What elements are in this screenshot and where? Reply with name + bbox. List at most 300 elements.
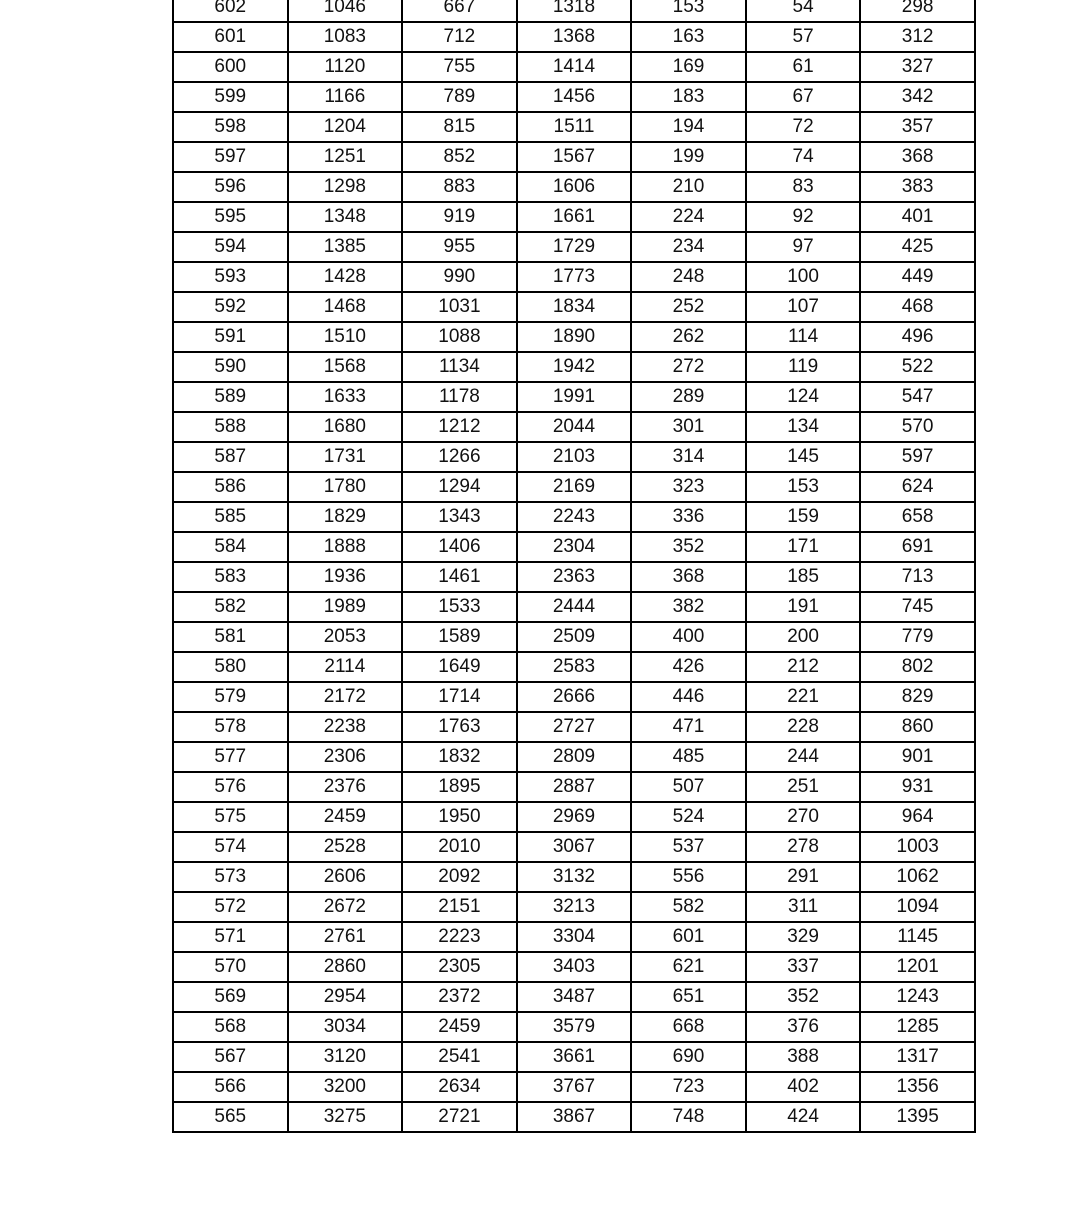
table-cell: 163: [631, 22, 746, 52]
table-cell: 1729: [517, 232, 632, 262]
table-cell: 244: [746, 742, 861, 772]
table-row: [173, 712, 975, 742]
table-cell: 159: [746, 502, 861, 532]
table-cell: 221: [746, 682, 861, 712]
table-cell: 425: [860, 232, 975, 262]
table-cell: 2954: [288, 982, 403, 1012]
table-cell: 1589: [402, 622, 517, 652]
table-cell: 567: [173, 1042, 288, 1072]
table-cell: 507: [631, 772, 746, 802]
table-cell: 327: [860, 52, 975, 82]
table-cell: 1468: [288, 292, 403, 322]
table-cell: 1780: [288, 472, 403, 502]
table-cell: 3304: [517, 922, 632, 952]
table-cell: 1533: [402, 592, 517, 622]
table-cell: 691: [860, 532, 975, 562]
table-cell: 228: [746, 712, 861, 742]
table-cell: 964: [860, 802, 975, 832]
table-cell: 1166: [288, 82, 403, 112]
table-cell: 597: [173, 142, 288, 172]
table-cell: 224: [631, 202, 746, 232]
table-cell: 1456: [517, 82, 632, 112]
table-cell: 272: [631, 352, 746, 382]
table-cell: 2727: [517, 712, 632, 742]
table-cell: 582: [631, 892, 746, 922]
table-cell: 3275: [288, 1102, 403, 1132]
table-cell: 1890: [517, 322, 632, 352]
table-cell: 2376: [288, 772, 403, 802]
table-cell: 1888: [288, 532, 403, 562]
table-cell: 368: [860, 142, 975, 172]
table-cell: 723: [631, 1072, 746, 1102]
table-cell: 2114: [288, 652, 403, 682]
table-cell: 1773: [517, 262, 632, 292]
table-cell: 1649: [402, 652, 517, 682]
table-cell: 342: [860, 82, 975, 112]
table-cell: 2372: [402, 982, 517, 1012]
table-cell: 1348: [288, 202, 403, 232]
table-cell: 1661: [517, 202, 632, 232]
table-cell: 584: [173, 532, 288, 562]
table-cell: 570: [173, 952, 288, 982]
table-cell: 712: [402, 22, 517, 52]
table-cell: 602: [173, 0, 288, 22]
table-cell: 595: [173, 202, 288, 232]
table-cell: 574: [173, 832, 288, 862]
table-cell: 449: [860, 262, 975, 292]
table-cell: 153: [746, 472, 861, 502]
table-cell: 588: [173, 412, 288, 442]
table-cell: 3867: [517, 1102, 632, 1132]
table-cell: 2044: [517, 412, 632, 442]
table-row: [173, 0, 975, 22]
table-cell: 571: [173, 922, 288, 952]
table-row: [173, 412, 975, 442]
table-row: [173, 1012, 975, 1042]
table-cell: 169: [631, 52, 746, 82]
table-cell: 582: [173, 592, 288, 622]
table-cell: 400: [631, 622, 746, 652]
table-cell: 2243: [517, 502, 632, 532]
table-cell: 185: [746, 562, 861, 592]
table-cell: 748: [631, 1102, 746, 1132]
table-cell: 3579: [517, 1012, 632, 1042]
table-cell: 1204: [288, 112, 403, 142]
table-cell: 955: [402, 232, 517, 262]
table-cell: 2363: [517, 562, 632, 592]
table-cell: 3661: [517, 1042, 632, 1072]
table-cell: 1266: [402, 442, 517, 472]
table-cell: 570: [860, 412, 975, 442]
table-cell: 2103: [517, 442, 632, 472]
table-row: [173, 562, 975, 592]
table-cell: 802: [860, 652, 975, 682]
table-row: [173, 202, 975, 232]
table-cell: 601: [173, 22, 288, 52]
table-row: [173, 682, 975, 712]
table-cell: 598: [173, 112, 288, 142]
table-row: [173, 112, 975, 142]
table-cell: 426: [631, 652, 746, 682]
table-cell: 860: [860, 712, 975, 742]
table-cell: 401: [860, 202, 975, 232]
table-cell: 83: [746, 172, 861, 202]
table-cell: 990: [402, 262, 517, 292]
table-cell: 1834: [517, 292, 632, 322]
table-cell: 579: [173, 682, 288, 712]
table-cell: 575: [173, 802, 288, 832]
table-row: [173, 502, 975, 532]
table-cell: 600: [173, 52, 288, 82]
table-cell: 368: [631, 562, 746, 592]
table-cell: 1633: [288, 382, 403, 412]
table-row: [173, 832, 975, 862]
table-cell: 1212: [402, 412, 517, 442]
table-row: [173, 622, 975, 652]
table-cell: 485: [631, 742, 746, 772]
table-cell: 1461: [402, 562, 517, 592]
table-cell: 3132: [517, 862, 632, 892]
table-cell: 1950: [402, 802, 517, 832]
table-cell: 1942: [517, 352, 632, 382]
table-cell: 2010: [402, 832, 517, 862]
table-cell: 713: [860, 562, 975, 592]
table-cell: 1763: [402, 712, 517, 742]
table-cell: 107: [746, 292, 861, 322]
table-cell: 2721: [402, 1102, 517, 1132]
table-cell: 931: [860, 772, 975, 802]
table-cell: 1989: [288, 592, 403, 622]
table-cell: 124: [746, 382, 861, 412]
table-row: [173, 82, 975, 112]
table-cell: 1088: [402, 322, 517, 352]
table-cell: 3034: [288, 1012, 403, 1042]
table-cell: 1606: [517, 172, 632, 202]
table-cell: 2887: [517, 772, 632, 802]
table-row: [173, 262, 975, 292]
table-cell: 2444: [517, 592, 632, 622]
table-cell: 171: [746, 532, 861, 562]
table-cell: 1062: [860, 862, 975, 892]
table-cell: 569: [173, 982, 288, 1012]
table-cell: 593: [173, 262, 288, 292]
table-row: [173, 292, 975, 322]
table-cell: 199: [631, 142, 746, 172]
table-cell: 524: [631, 802, 746, 832]
table-cell: 1251: [288, 142, 403, 172]
table-row: [173, 142, 975, 172]
table-cell: 3487: [517, 982, 632, 1012]
table-cell: 547: [860, 382, 975, 412]
table-cell: 388: [746, 1042, 861, 1072]
table-row: [173, 472, 975, 502]
table-cell: 262: [631, 322, 746, 352]
table-cell: 301: [631, 412, 746, 442]
table-cell: 901: [860, 742, 975, 772]
table-cell: 2969: [517, 802, 632, 832]
table-cell: 568: [173, 1012, 288, 1042]
table-cell: 583: [173, 562, 288, 592]
table-cell: 589: [173, 382, 288, 412]
table-cell: 289: [631, 382, 746, 412]
table-row: [173, 1072, 975, 1102]
table-cell: 191: [746, 592, 861, 622]
table-cell: 383: [860, 172, 975, 202]
table-cell: 311: [746, 892, 861, 922]
table-cell: 57: [746, 22, 861, 52]
table-row: [173, 322, 975, 352]
table-cell: 599: [173, 82, 288, 112]
table-cell: 402: [746, 1072, 861, 1102]
table-cell: 3200: [288, 1072, 403, 1102]
table-cell: 323: [631, 472, 746, 502]
table-cell: 1567: [517, 142, 632, 172]
table-cell: 352: [746, 982, 861, 1012]
table-cell: 200: [746, 622, 861, 652]
table-cell: 74: [746, 142, 861, 172]
table-cell: 424: [746, 1102, 861, 1132]
table-cell: 210: [631, 172, 746, 202]
table-cell: 1832: [402, 742, 517, 772]
table-cell: 624: [860, 472, 975, 502]
table-cell: 578: [173, 712, 288, 742]
table-row: [173, 52, 975, 82]
table-cell: 61: [746, 52, 861, 82]
table-row: [173, 442, 975, 472]
table-cell: 92: [746, 202, 861, 232]
table-row: [173, 22, 975, 52]
table-row: [173, 652, 975, 682]
table-cell: 278: [746, 832, 861, 862]
table-cell: 565: [173, 1102, 288, 1132]
table-cell: 1936: [288, 562, 403, 592]
table-cell: 471: [631, 712, 746, 742]
table-cell: 1991: [517, 382, 632, 412]
table-cell: 3120: [288, 1042, 403, 1072]
table-cell: 54: [746, 0, 861, 22]
table-cell: 1731: [288, 442, 403, 472]
table-cell: 1031: [402, 292, 517, 322]
table-cell: 2306: [288, 742, 403, 772]
table-cell: 2053: [288, 622, 403, 652]
table-row: [173, 172, 975, 202]
table-cell: 667: [402, 0, 517, 22]
table-cell: 314: [631, 442, 746, 472]
table-cell: 1428: [288, 262, 403, 292]
table-cell: 601: [631, 922, 746, 952]
table-cell: 468: [860, 292, 975, 322]
table-cell: 522: [860, 352, 975, 382]
table-cell: 2169: [517, 472, 632, 502]
table-cell: 114: [746, 322, 861, 352]
table-cell: 829: [860, 682, 975, 712]
table-cell: 2151: [402, 892, 517, 922]
table-cell: 585: [173, 502, 288, 532]
table-cell: 1003: [860, 832, 975, 862]
table-cell: 298: [860, 0, 975, 22]
table-cell: 67: [746, 82, 861, 112]
table-cell: 537: [631, 832, 746, 862]
table-cell: 2459: [288, 802, 403, 832]
table-cell: 591: [173, 322, 288, 352]
table-cell: 2223: [402, 922, 517, 952]
table-cell: 1395: [860, 1102, 975, 1132]
table-row: [173, 352, 975, 382]
table-cell: 573: [173, 862, 288, 892]
table-cell: 586: [173, 472, 288, 502]
table-cell: 183: [631, 82, 746, 112]
table-cell: 1714: [402, 682, 517, 712]
table-cell: 1285: [860, 1012, 975, 1042]
table-cell: 2541: [402, 1042, 517, 1072]
table-cell: 119: [746, 352, 861, 382]
table-row: [173, 772, 975, 802]
table-cell: 3213: [517, 892, 632, 922]
table-cell: 1568: [288, 352, 403, 382]
table-cell: 580: [173, 652, 288, 682]
table-cell: 329: [746, 922, 861, 952]
table-cell: 212: [746, 652, 861, 682]
table-cell: 1120: [288, 52, 403, 82]
table-cell: 2809: [517, 742, 632, 772]
table-cell: 581: [173, 622, 288, 652]
table-cell: 2459: [402, 1012, 517, 1042]
table-cell: 1094: [860, 892, 975, 922]
table-cell: 134: [746, 412, 861, 442]
table-cell: 291: [746, 862, 861, 892]
table-cell: 883: [402, 172, 517, 202]
table-cell: 577: [173, 742, 288, 772]
table-cell: 1680: [288, 412, 403, 442]
table-row: [173, 892, 975, 922]
table-cell: 1356: [860, 1072, 975, 1102]
table-row: [173, 742, 975, 772]
table-cell: 72: [746, 112, 861, 142]
table-cell: 597: [860, 442, 975, 472]
table-cell: 556: [631, 862, 746, 892]
table-cell: 496: [860, 322, 975, 352]
table-cell: 252: [631, 292, 746, 322]
table-cell: 2606: [288, 862, 403, 892]
table-cell: 2305: [402, 952, 517, 982]
table-cell: 1511: [517, 112, 632, 142]
table-cell: 382: [631, 592, 746, 622]
table-row: [173, 1042, 975, 1072]
table-cell: 446: [631, 682, 746, 712]
table-cell: 594: [173, 232, 288, 262]
table-cell: 572: [173, 892, 288, 922]
table-cell: 2509: [517, 622, 632, 652]
score-table: [172, 0, 976, 1133]
table-cell: 651: [631, 982, 746, 1012]
table-cell: 852: [402, 142, 517, 172]
table-cell: 919: [402, 202, 517, 232]
table-cell: 2092: [402, 862, 517, 892]
table-cell: 658: [860, 502, 975, 532]
table-row: [173, 922, 975, 952]
table-cell: 690: [631, 1042, 746, 1072]
table-cell: 97: [746, 232, 861, 262]
table-cell: 376: [746, 1012, 861, 1042]
table-cell: 248: [631, 262, 746, 292]
table-cell: 592: [173, 292, 288, 322]
table-cell: 621: [631, 952, 746, 982]
table-cell: 2304: [517, 532, 632, 562]
table-cell: 1368: [517, 22, 632, 52]
table-cell: 779: [860, 622, 975, 652]
table-cell: 357: [860, 112, 975, 142]
table-cell: 337: [746, 952, 861, 982]
table-cell: 2172: [288, 682, 403, 712]
table-cell: 1134: [402, 352, 517, 382]
table-cell: 1406: [402, 532, 517, 562]
table-row: [173, 952, 975, 982]
table-cell: 1294: [402, 472, 517, 502]
table-cell: 234: [631, 232, 746, 262]
table-cell: 1895: [402, 772, 517, 802]
table-row: [173, 1102, 975, 1132]
score-table-body: [173, 0, 975, 1132]
table-row: [173, 232, 975, 262]
table-cell: 1317: [860, 1042, 975, 1072]
table-cell: 2666: [517, 682, 632, 712]
table-cell: 789: [402, 82, 517, 112]
table-cell: 576: [173, 772, 288, 802]
table-cell: 1243: [860, 982, 975, 1012]
table-cell: 2528: [288, 832, 403, 862]
table-cell: 352: [631, 532, 746, 562]
table-cell: 2238: [288, 712, 403, 742]
table-row: [173, 532, 975, 562]
table-row: [173, 982, 975, 1012]
table-cell: 668: [631, 1012, 746, 1042]
table-cell: 3403: [517, 952, 632, 982]
table-cell: 1414: [517, 52, 632, 82]
table-cell: 100: [746, 262, 861, 292]
table-cell: 3067: [517, 832, 632, 862]
table-cell: 2634: [402, 1072, 517, 1102]
table-row: [173, 382, 975, 412]
table-row: [173, 862, 975, 892]
table-cell: 1083: [288, 22, 403, 52]
table-cell: 2672: [288, 892, 403, 922]
table-cell: 590: [173, 352, 288, 382]
table-cell: 145: [746, 442, 861, 472]
table-cell: 755: [402, 52, 517, 82]
table-cell: 1145: [860, 922, 975, 952]
table-cell: 1510: [288, 322, 403, 352]
table-cell: 815: [402, 112, 517, 142]
table-cell: 1201: [860, 952, 975, 982]
table-cell: 566: [173, 1072, 288, 1102]
table-row: [173, 592, 975, 622]
table-cell: 1318: [517, 0, 632, 22]
table-cell: 251: [746, 772, 861, 802]
table-row: [173, 802, 975, 832]
table-cell: 1385: [288, 232, 403, 262]
table-cell: 1343: [402, 502, 517, 532]
table-cell: 270: [746, 802, 861, 832]
table-cell: 745: [860, 592, 975, 622]
table-cell: 2583: [517, 652, 632, 682]
table-cell: 3767: [517, 1072, 632, 1102]
table-cell: 2860: [288, 952, 403, 982]
table-cell: 1298: [288, 172, 403, 202]
table-cell: 153: [631, 0, 746, 22]
table-cell: 596: [173, 172, 288, 202]
table-cell: 1829: [288, 502, 403, 532]
table-cell: 2761: [288, 922, 403, 952]
